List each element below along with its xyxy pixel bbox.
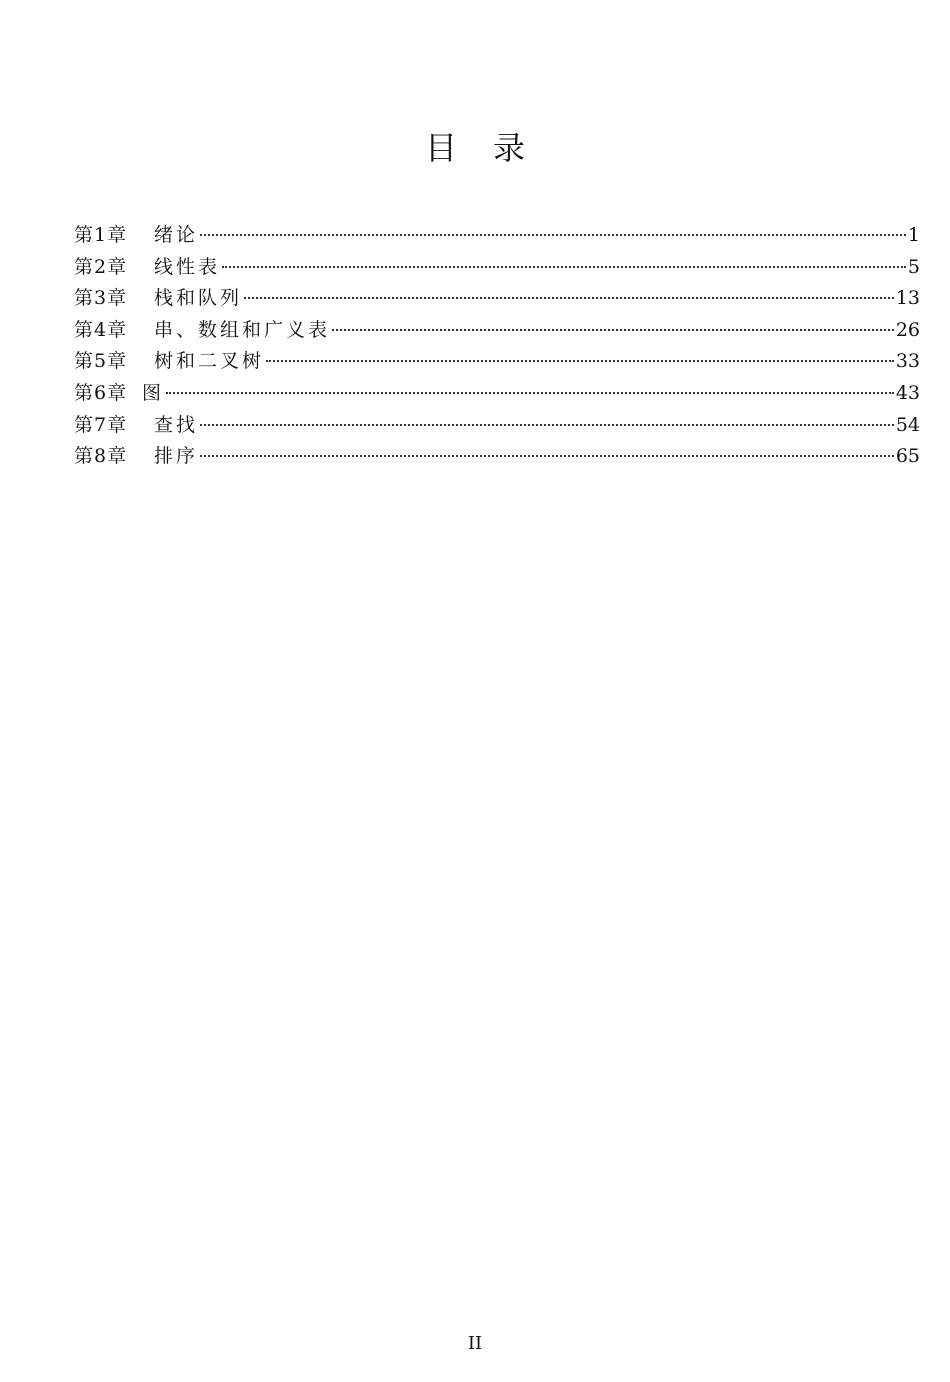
chapter-label: 第1章 [74, 224, 128, 246]
toc-entry-chapter-2[interactable] [74, 252, 920, 284]
dot-leader [200, 424, 894, 426]
chapter-label: 第5章 [74, 350, 128, 373]
footer-page-number: II [467, 1333, 483, 1354]
chapter-label: 第7章 [74, 413, 128, 436]
toc-entry-chapter-5[interactable] [74, 346, 920, 378]
chapter-title: 串、数组和广义表 [154, 318, 331, 341]
page-number: 33 [895, 350, 920, 373]
toc-entry-chapter-4[interactable] [74, 315, 920, 347]
dot-leader [332, 329, 894, 331]
page-title [0, 124, 950, 172]
dot-leader [200, 234, 906, 236]
page-number: 1 [907, 224, 920, 246]
chapter-title: 树和二叉树 [154, 350, 265, 373]
dot-leader [244, 297, 894, 299]
table-of-contents [74, 220, 920, 473]
toc-entry-chapter-6[interactable] [74, 378, 920, 410]
dot-leader [166, 392, 894, 394]
page-number: 26 [895, 318, 920, 341]
toc-entry-chapter-3[interactable] [74, 283, 920, 315]
dot-leader [200, 455, 894, 457]
chapter-label: 第4章 [74, 318, 128, 341]
page-number: 54 [895, 413, 920, 436]
page-number: 5 [907, 255, 920, 278]
page-number: 13 [895, 287, 920, 310]
title-char-2: 录 [493, 129, 526, 167]
title-char-1: 目 [424, 129, 457, 167]
toc-entry-chapter-7[interactable] [74, 410, 920, 442]
dot-leader [222, 266, 906, 268]
chapter-title: 图 [142, 381, 165, 404]
toc-entry-chapter-8[interactable] [74, 441, 920, 473]
chapter-title: 排序 [154, 445, 199, 468]
chapter-title: 栈和队列 [154, 287, 243, 310]
page-number: 65 [895, 445, 920, 468]
chapter-label: 第2章 [74, 255, 128, 278]
chapter-title: 线性表 [154, 255, 221, 278]
chapter-label: 第6章 [74, 381, 128, 404]
toc-entry-chapter-1[interactable] [74, 220, 920, 252]
page-number: 43 [895, 381, 920, 404]
chapter-label: 第3章 [74, 287, 128, 310]
chapter-title: 查找 [154, 413, 199, 436]
dot-leader [266, 360, 894, 362]
chapter-title: 绪论 [154, 224, 199, 246]
chapter-label: 第8章 [74, 445, 128, 468]
